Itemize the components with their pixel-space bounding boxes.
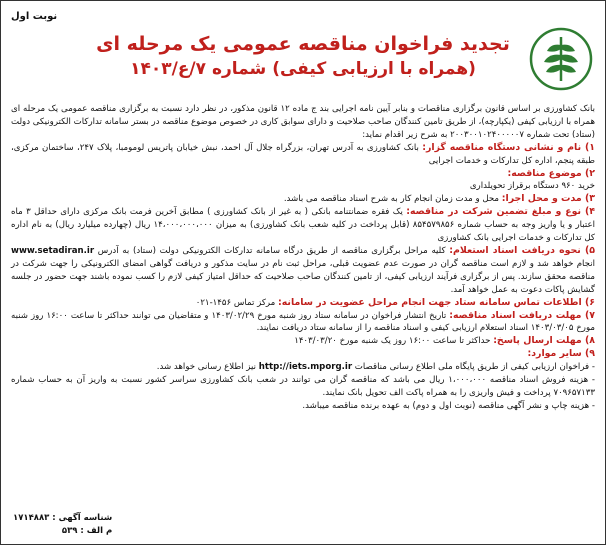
section-4 [11,206,595,245]
section-2-text: خرید ۹۶۰ دستگاه برقراز تحویلداری [469,181,595,192]
section-5-text-a: کلیه مراحل برگزاری مناقصه از طریق درگاه سامانه تدارکات الکترونیکی دولت (ستاد) به آدرس [97,245,446,256]
section-3-text: محل و مدت زمان انجام کار به شرح اسناد مناقصه می باشد. [283,194,500,205]
section-9-item-3: - هزینه چاپ و نشر آگهی مناقصه (نوبت اول و دوم) به عهده برنده مناقصه میباشد. [302,400,595,411]
section-9-item-1 [11,361,595,374]
notice-footer [9,510,116,540]
section-4-text: یک فقره ضمانتنامه بانکی ( به غیر از بانک کشاورزی ) مطابق آخرین فرمت بانک مرکزی دارای حداقل ۳ ماه اعتبار و یا واریز وجه به حساب شماره ۸۵۴۵۷۹۸۵۶ (قابل پرداخت در کلیه شعب بانک کشاورزی) به میزان ۱۴،۰۰۰،۰۰۰،۰۰۰ ریال (چهارده میلیارد ریال) به نام اداره کل تدارکات و خدمات اجرایی بانک کشاورزی [11,207,595,244]
notice-subtitle: (همراه با ارزیابی کیفی) شماره ۷/ع/۱۴۰۳ [130,59,476,79]
section-7 [11,310,595,336]
section-6-heading: ۶) اطلاعات تماس سامانه ستاد جهت انجام مراحل عضویت در سامانه: [278,296,595,308]
section-1 [11,142,595,168]
section-1-text: بانک کشاورزی به آدرس تهران، بزرگراه جلال آل احمد، نبش خیابان پاتریس لومومبا، پلاک ۲۴۷، ساختمان مرکزی، طبقه پنجم، اداره کل تدارکات و خدمات اجرایی [11,142,595,166]
wheat-logo-icon [529,27,593,91]
section-5 [11,245,595,297]
ad-id: شناسه آگهی : ۱۷۱۴۸۸۳ [13,513,113,523]
reference-number: م الف : ۵۳۹ [61,526,113,536]
iets-link[interactable]: http://iets.mporg.ir [258,362,353,373]
section-4-heading: ۴) نوع و مبلغ تضمین شرکت در مناقصه: [406,206,595,218]
section-3 [11,193,595,206]
section-8-heading: ۸) مهلت ارسال پاسخ: [493,335,595,347]
section-6-text: مرکز تماس ۱۴۵۶-۰۲۱ [195,297,276,308]
section-5-heading: ۵) نحوه دریافت اسناد استعلام: [449,244,596,256]
section-6 [11,297,595,310]
round-label: نوبت اول [11,11,58,22]
section-3-heading: ۳) مدت و محل اجرا: [501,193,595,205]
setadiran-link[interactable]: www.setadiran.ir [11,245,95,256]
section-2-heading: ۲) موضوع مناقصه: [507,167,595,179]
section-9-item-1-b: نیز اطلاع رسانی خواهد شد. [156,362,257,373]
notice-title: تجدید فراخوان مناقصه عمومی یک مرحله ای [96,33,510,55]
section-9-item-1-a: - فراخوان ارزیابی کیفی از طریق پایگاه ملی اطلاع رسانی مناقصات [354,362,595,373]
section-9 [11,348,595,361]
section-7-text: تاریخ انتشار فراخوان در سامانه ستاد روز شنبه مورخ ۱۴۰۳/۰۲/۲۹ و متقاضیان می توانند حداکثر تا ساعت ۱۶:۰۰ روز شنبه مورخ ۱۴۰۳/۰۳/۰۵ اسناد استعلام ارزیابی کیفی و اسناد مناقصه را از سامانه ستاد دریافت نمایند. [11,310,595,334]
title-block [91,31,515,81]
section-7-heading: ۷) مهلت دریافت اسناد مناقصه: [449,309,596,321]
section-8-text: حداکثر تا ساعت ۱۶:۰۰ روز یک شنبه مورخ ۱۴۰۳/۰۳/۲۰ [294,336,491,347]
section-8 [11,335,595,348]
section-5-text-b: انجام خواهد شد و لازم است مناقصه گران در صورت عدم عضویت قبلی، مراحل ثبت نام در سایت مذکور و دریافت گواهی امضای الکترونیکی را جهت شرکت در مناقصه محقق سازند. پس از برگزاری فرآیند ارزیابی کیفی، از تامین کنندگان صاحب صلاحیت که حداقل امتیاز کیفی لازم را کسب نموده باشند جهت حضور در جلسه گشایش پاکات دعوت به عمل خواهد آمد. [11,258,595,295]
section-1-heading: ۱) نام و نشانی دستگاه مناقصه گزار: [422,141,595,153]
section-9-heading: ۹) سایر موارد: [527,348,595,360]
intro-paragraph: بانک کشاورزی بر اساس قانون برگزاری مناقصات و بنابر آیین نامه اجرایی بند ج ماده ۱۲ قانون مذکور، در نظر دارد نسبت به برگزاری مناقصه عمومی یک مرحله ای همراه با ارزیابی کیفی (یکپارچه)، از طریق تامین کنندگان صاحب صلاحیت و دارای سوابق کاری در خصوص موضوع مناقصه در بستر سامانه تدارکات الکترونیکی دولت (ستاد) تحت شماره ۲۰۰۳۰۰۱۰۲۴۰۰۰۰۰۷ به شرح زیر اقدام نماید: [11,104,595,140]
notice-body [11,103,595,538]
section-2 [11,168,595,181]
section-9-item-2: - هزینه فروش اسناد مناقصه ۱،۰۰۰،۰۰۰ ریال می باشد که مناقصه گران می توانند در شعب بانک کشاورزی سراسر کشور نسبت به واریز آن به حساب شماره ۷۰۹۶۵۷۱۳۳ پرداخت و فیش واریزی را به همراه پاکت الف تحویل بانک نمایند. [11,375,595,398]
